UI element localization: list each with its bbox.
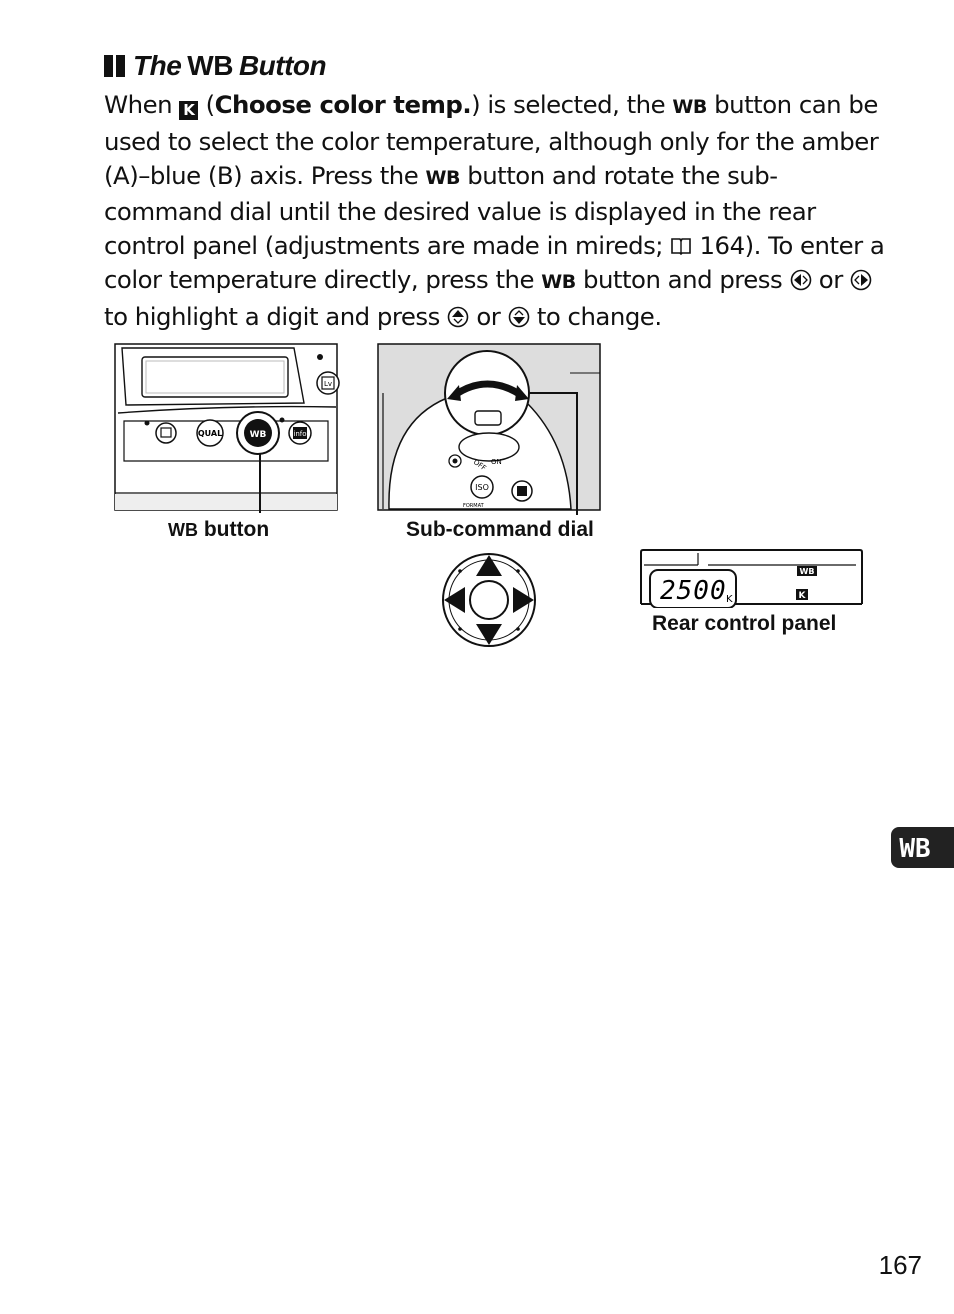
multi-selector-up-icon [447, 306, 469, 328]
on-label: ON [491, 458, 502, 466]
svg-text:WB: WB [899, 834, 931, 864]
svg-text:Lv: Lv [323, 380, 333, 388]
rear-control-panel-illustration [640, 548, 864, 608]
section-heading [104, 50, 326, 82]
wb-chapter-tab [891, 827, 954, 868]
page-number: 167 [878, 1250, 922, 1280]
multi-selector-illustration [440, 551, 538, 649]
panel-value: 2500 [660, 576, 727, 606]
multi-selector-down-icon [508, 306, 530, 328]
body-paragraph [104, 88, 884, 334]
camera-top-illustration [114, 343, 340, 513]
wb-button-caption: WB button [168, 518, 270, 541]
k-choose-color-temp-icon: K [179, 101, 198, 120]
heading-wb: WB [187, 50, 233, 81]
multi-selector-right-icon [850, 269, 872, 291]
paragraph-line-2: used to select the color temperature, although only for the amber [104, 126, 879, 156]
paragraph-line-6: color temperature directly, press the WB button and press or [104, 263, 884, 300]
paragraph-line-1: When K (Choose color temp.) is selected, the WB button can be [104, 90, 878, 119]
format-label: FORMAT [463, 503, 484, 509]
sub-command-dial-illustration [377, 343, 603, 515]
panel-k-badge: K [798, 591, 806, 601]
paragraph-line-3: (A)–blue (B) axis. Press the WB button and rotate the sub- [104, 160, 778, 190]
wb-inline-label: WB [672, 96, 707, 118]
wb-inline-label: WB [541, 270, 576, 293]
panel-wb-badge: WB [799, 567, 815, 576]
sub-command-dial-caption: Sub-command dial [406, 518, 594, 541]
heading-button: Button [238, 50, 327, 81]
off-label: OFF [471, 458, 488, 473]
wb-inline-label: WB [425, 166, 460, 189]
info-button-label: info [293, 430, 307, 438]
paragraph-line-7: to highlight a digit and press or to change. [104, 301, 662, 331]
iso-button-label: ISO [475, 483, 489, 492]
qual-button-label: QUAL [197, 429, 223, 438]
section-marker-icon [104, 55, 125, 77]
rear-control-panel-caption: Rear control panel [652, 612, 837, 635]
panel-unit: K [726, 594, 733, 605]
heading-the: The [133, 50, 182, 81]
multi-selector-left-icon [790, 269, 812, 291]
wb-tab-icon [891, 827, 954, 868]
paragraph-line-4: command dial until the desired value is displayed in the rear [104, 197, 816, 227]
wb-button-label: WB [249, 430, 267, 440]
paragraph-line-5: control panel (adjustments are made in mireds; 164). To enter a [104, 231, 885, 261]
page-reference-icon [670, 236, 692, 256]
